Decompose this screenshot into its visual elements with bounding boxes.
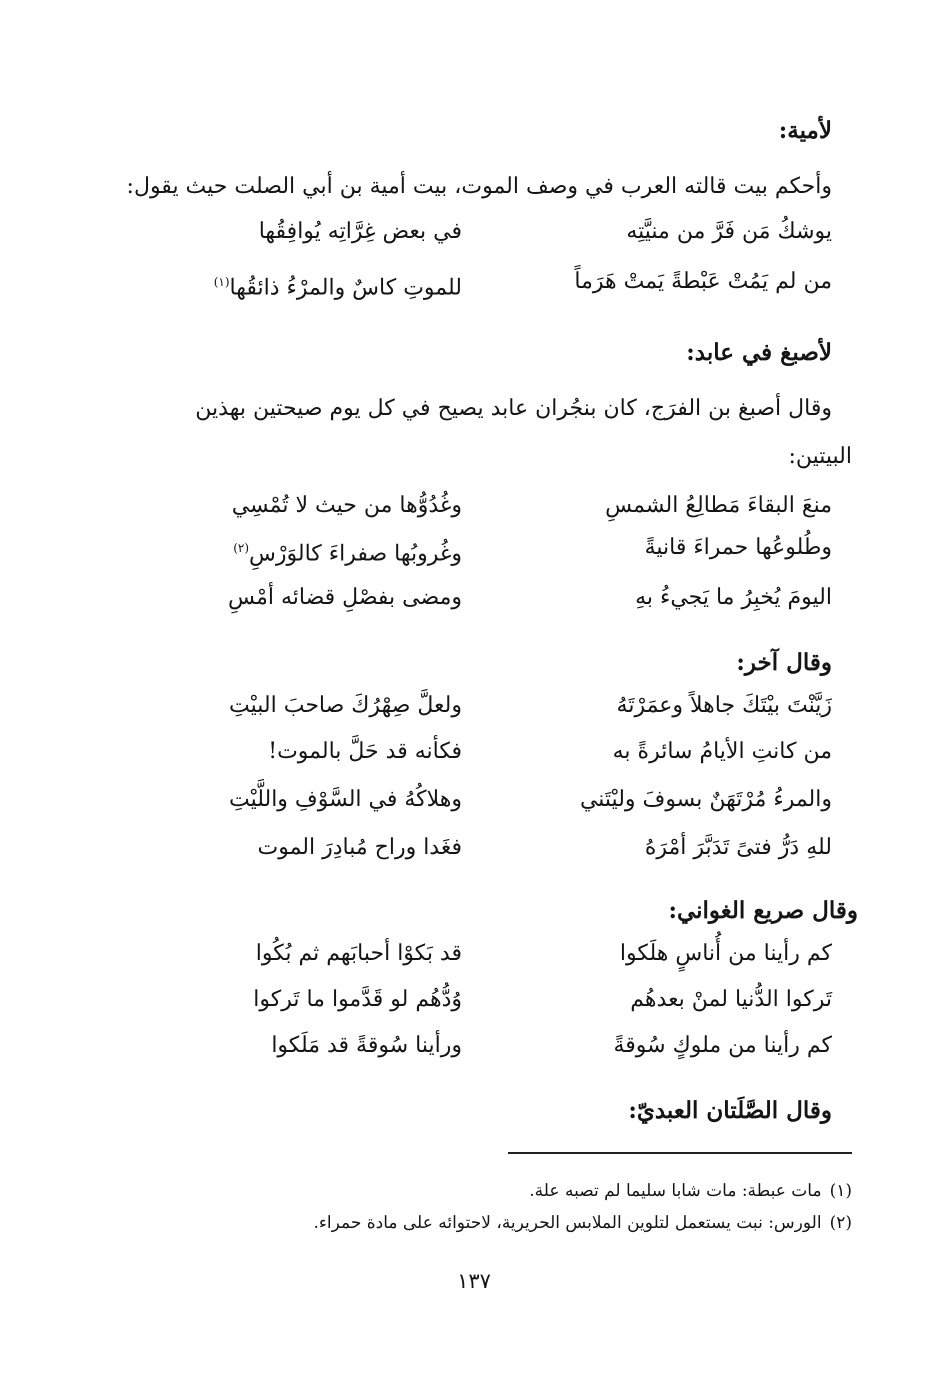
footnote-marker: (٢) [233, 541, 250, 555]
footnote-number: (٢) [829, 1213, 852, 1233]
verse-second-hemistich: فكأنه قد حَلَّ بالموت! [268, 739, 462, 764]
verse-second-hemistich [130, 262, 462, 308]
footnote-number: (١) [829, 1181, 852, 1201]
verse-first-hemistich: للهِ دَرُّ فتىً تَدَبَّرَ أمْرَهُ [644, 835, 832, 860]
intro-paragraph-asbagh-line1: وقال أصبغ بن الفرَج، كان بنجُران عابد يصيح في كل يوم صيحتين بهذين [195, 396, 832, 421]
footnote-text: مات عبطة: مات شابا سليما لم تصبه علة. [529, 1181, 822, 1201]
verse-second-hemistich: قد بَكوْا أحبابَهم ثم بُكُوا [255, 941, 462, 966]
verse-line [130, 528, 832, 568]
footnote [529, 1179, 852, 1203]
verse-first-hemistich: تَركوا الدُّنيا لمنْ بعدهُم [630, 987, 832, 1012]
verse-first-hemistich: من لم يَمُتْ عَبْطةً يَمتْ هَرَماً [574, 269, 832, 294]
section-heading-umayya: لأمية: [778, 117, 832, 144]
verse-text: للموتِ كاسٌ والمرْءُ ذائقُها [229, 275, 462, 301]
verse-second-hemistich: فغَدا وراح مُبادِرَ الموت [257, 835, 462, 860]
verse-first-hemistich: وطُلوعُها حمراءَ قانيةً [644, 535, 832, 560]
footnote-text: الورس: نبت يستعمل لتلوين الملابس الحريرية، لاحتوائه على مادة حمراء. [313, 1213, 822, 1233]
verse-line [130, 486, 832, 526]
verse-second-hemistich: في بعض غِرَّاتِه يُوافِقُها [258, 219, 462, 244]
verse-first-hemistich: من كانتِ الأيامُ سائرةً به [612, 739, 832, 764]
verse-line [130, 732, 832, 772]
verse-line [130, 980, 832, 1020]
footnote [313, 1211, 852, 1235]
verse-second-hemistich [130, 528, 462, 574]
verse-first-hemistich: منعَ البقاءَ مَطالِعُ الشمسِ [605, 493, 832, 518]
verse-second-hemistich: ولعلَّ صِهْرُكَ صاحبَ البيْتِ [229, 693, 462, 718]
verse-second-hemistich: وهلاكُهُ في السَّوْفِ واللَّيْتِ [228, 787, 462, 812]
intro-paragraph-asbagh-line2: البيتين: [788, 444, 852, 469]
verse-line [130, 780, 832, 820]
verse-first-hemistich: كم رأينا من أُناسٍ هلَكوا [619, 941, 832, 966]
verse-first-hemistich: اليومَ يُخبِرُ ما يَجيءُ بهِ [635, 585, 832, 610]
section-heading-sari-al-ghawani: وقال صريع الغواني: [668, 897, 858, 924]
verse-line [130, 578, 832, 618]
verse-line [130, 262, 832, 302]
section-heading-asbagh: لأصبغ في عابد: [686, 339, 832, 366]
verse-line [130, 934, 832, 974]
section-heading-salatan: وقال الصَّلَتان العبديّ: [628, 1097, 832, 1124]
verse-second-hemistich: ورأينا سُوقةً قد مَلَكوا [271, 1033, 462, 1058]
verse-first-hemistich: كم رأينا من ملوكٍ سُوقةً [613, 1033, 832, 1058]
verse-first-hemistich: والمرءُ مُرْتَهَنٌ بسوفَ وليْتَني [579, 787, 832, 812]
verse-line [130, 212, 832, 252]
verse-second-hemistich: ومضى بفصْلِ قضائه أمْسِ [228, 585, 462, 610]
verse-text: وغُروبُها صفراءَ كالوَرْسِ [249, 541, 462, 567]
page-number: ١٣٧ [457, 1269, 491, 1293]
footnote-divider [508, 1152, 852, 1154]
verse-first-hemistich: يوشكُ مَن فَرَّ من منيَّتِه [626, 219, 832, 244]
footnote-marker: (١) [213, 275, 230, 289]
verse-line [130, 828, 832, 868]
intro-paragraph-umayya: وأحكم بيت قالته العرب في وصف الموت، بيت أمية بن أبي الصلت حيث يقول: [126, 174, 832, 199]
verse-second-hemistich: وغُدُوُّها من حيث لا تُمْسِي [231, 493, 462, 518]
verse-second-hemistich: وُدُّهُم لو قَدَّموا ما تَركوا [253, 987, 462, 1012]
verse-line [130, 1026, 832, 1066]
verse-first-hemistich: زَيَّنْتَ بيْتَكَ جاهلاً وعمَرْتَهُ [616, 693, 832, 718]
verse-line [130, 686, 832, 726]
section-heading-another: وقال آخر: [736, 649, 832, 676]
